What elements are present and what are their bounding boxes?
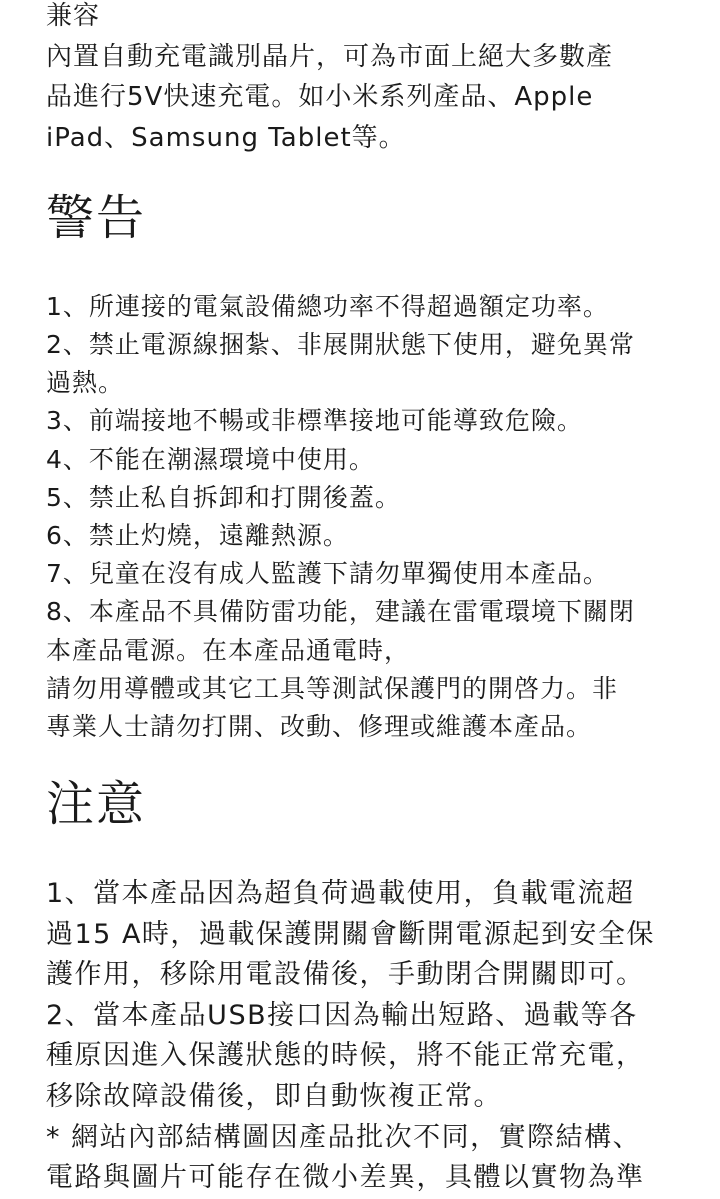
notice-line: 電路與圖片可能存在微小差異，具體以實物為準	[46, 1162, 645, 1194]
notice-line: 過15 A時，過載保護開關會斷開電源起到安全保	[46, 918, 655, 950]
warning-line: 本產品電源。在本產品通電時，	[46, 635, 411, 665]
warning-line: 過熱。	[46, 368, 125, 398]
warning-line: 5、禁止私自拆卸和打開後蓋。	[46, 482, 401, 512]
warning-line: 7、兒童在沒有成人監護下請勿單獨使用本產品。	[46, 559, 609, 589]
notice-line: 1、當本產品因為超負荷過載使用，負載電流超	[46, 878, 635, 910]
manual-page	[46, 0, 696, 1199]
notice-line: 護作用，移除用電設備後，手動閉合開關即可。	[46, 959, 645, 991]
compatibility-line: 品進行5V快速充電。如小米系列產品、Apple	[46, 82, 594, 112]
warning-line: 6、禁止灼燒，遠離熱源。	[46, 521, 349, 551]
notice-line: * 網站內部結構圖因產品批次不同，實際結構、	[46, 1121, 642, 1153]
notice-line: 移除故障設備後，即自動恢複正常。	[46, 1081, 502, 1113]
notice-line: 2、當本產品USB接口因為輸出短路、過載等各	[46, 999, 638, 1031]
warning-list	[46, 288, 696, 746]
warning-line: 請勿用導體或其它工具等測試保護門的開啓力。非	[46, 673, 619, 703]
notice-line: 種原因進入保護狀態的時候，將不能正常充電，	[46, 1040, 645, 1072]
notice-heading: 注意	[46, 776, 147, 833]
compatibility-section	[46, 0, 696, 158]
warning-line: 8、本產品不具備防雷功能，建議在雷電環境下關閉	[46, 597, 635, 627]
warning-line: 1、所連接的電氣設備總功率不得超過額定功率。	[46, 291, 609, 321]
warning-line: 專業人士請勿打開、改動、修理或維護本產品。	[46, 712, 593, 742]
warning-heading: 警告	[46, 190, 147, 246]
compatibility-line: iPad、Samsung Tablet等。	[46, 122, 406, 153]
compatibility-line: 兼容	[46, 1, 101, 31]
warning-line: 3、前端接地不暢或非標準接地可能導致危險。	[46, 406, 583, 436]
warning-line: 2、禁止電源線捆紮、非展開狀態下使用，避免異常	[46, 330, 635, 360]
compatibility-line: 內置自動充電識別晶片，可為市面上絕大多數產	[46, 41, 614, 72]
notice-list	[46, 874, 696, 1199]
warning-line: 4、不能在潮濕環境中使用。	[46, 444, 375, 474]
